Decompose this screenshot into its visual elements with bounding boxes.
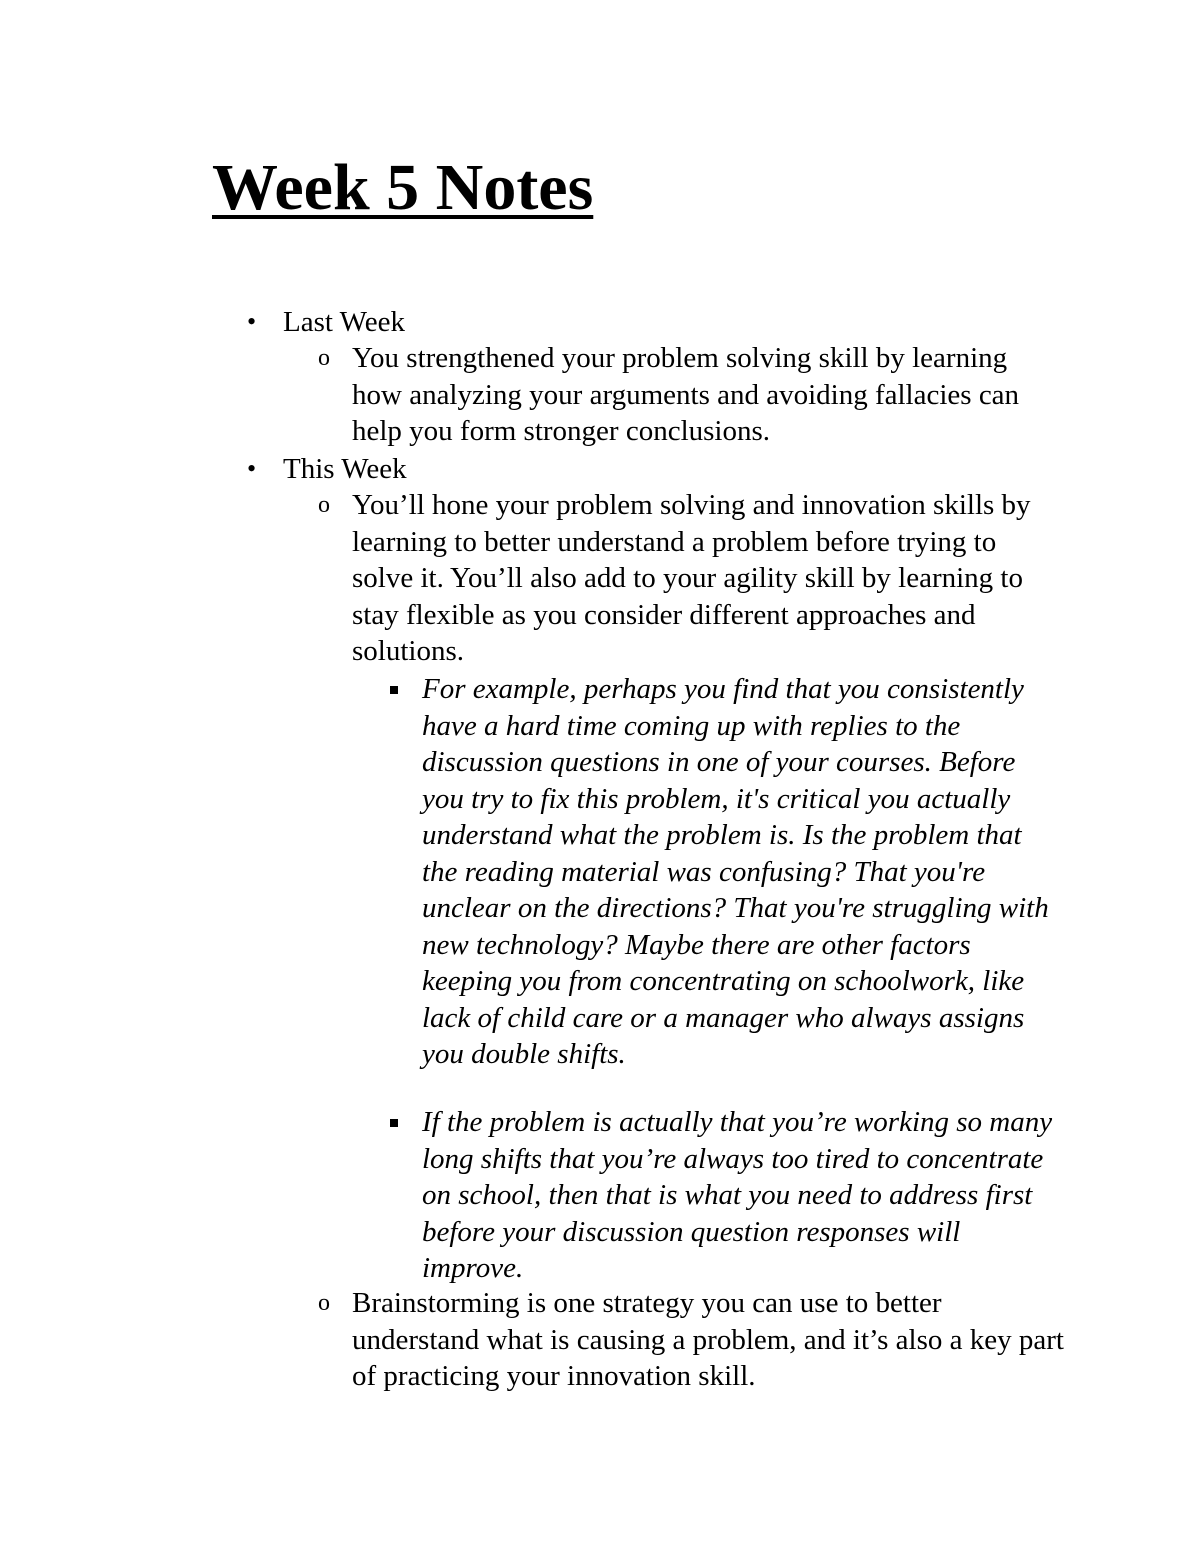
example-item bbox=[422, 671, 1062, 1073]
bullet-icon: • bbox=[247, 454, 257, 483]
list-item bbox=[318, 340, 1064, 450]
section-label: This Week bbox=[283, 453, 407, 485]
list-item-text: Brainstorming is one strategy you can use to better understand what is causing a problem, and it’s also a key part of practicing your innovation skill. bbox=[352, 1287, 1064, 1392]
hollow-circle-bullet-icon: o bbox=[318, 345, 330, 371]
hollow-circle-bullet-icon: o bbox=[318, 1290, 330, 1316]
section-this-week bbox=[247, 451, 1063, 488]
page-title: Week 5 Notes bbox=[212, 151, 594, 224]
square-bullet-icon bbox=[390, 1119, 398, 1127]
section-label: Last Week bbox=[283, 306, 405, 338]
example-item bbox=[422, 1104, 1062, 1287]
hollow-circle-bullet-icon: o bbox=[318, 492, 330, 518]
example-text: If the problem is actually that you’re working so many long shifts that you’re always too tired to concentrate on school, then that is what you need to address first before your discussion question responses will improve. bbox=[422, 1106, 1053, 1284]
bullet-icon: • bbox=[247, 307, 257, 336]
list-item bbox=[318, 487, 1064, 670]
section-last-week bbox=[247, 304, 1063, 341]
example-text: For example, perhaps you find that you consistently have a hard time coming up with replies to the discussion questions in one of your courses. Before you try to fix this problem, it's critical you actually understand what the problem is. Is the problem that the reading material was confusing? That you're unclear on the directions? That you're struggling with new technology? Maybe there are other factors keeping you from concentrating on schoolwork, like lack of child care or a manager who always assigns you double shifts. bbox=[422, 673, 1049, 1070]
square-bullet-icon bbox=[390, 686, 398, 694]
list-item bbox=[318, 1285, 1064, 1395]
list-item-text: You strengthened your problem solving skill by learning how analyzing your arguments and avoiding fallacies can help you form stronger conclusions. bbox=[352, 342, 1020, 447]
list-item-text: You’ll hone your problem solving and innovation skills by learning to better understand a problem before trying to solve it. You’ll also add to your agility skill by learning to stay flexible as you consider different approaches and solutions. bbox=[352, 489, 1031, 667]
